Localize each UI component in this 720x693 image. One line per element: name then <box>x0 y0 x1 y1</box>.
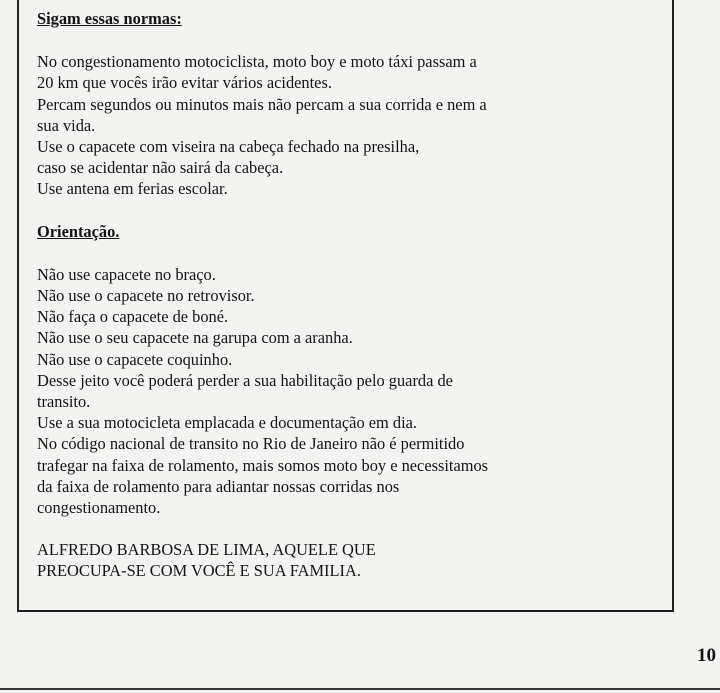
text-line: Não faça o capacete de boné. <box>37 307 229 327</box>
section-orientation <box>37 264 637 518</box>
signature-line: ALFREDO BARBOSA DE LIMA, AQUELE QUE <box>37 540 376 560</box>
signature-line: PREOCUPA-SE COM VOCÊ E SUA FAMILIA. <box>37 561 361 581</box>
text-line: Percam segundos ou minutos mais não percam a sua corrida e nem a <box>37 94 487 114</box>
text-line: Use antena em ferias escolar. <box>37 179 228 199</box>
paragraph-gap <box>37 518 637 539</box>
section-norms <box>37 51 637 199</box>
text-line: da faixa de rolamento para adiantar nossas corridas nos <box>37 476 400 496</box>
text-line: No congestionamento motociclista, moto boy e moto táxi passam a <box>37 52 477 72</box>
text-line: sua vida. <box>37 115 96 135</box>
text-line: Não use o seu capacete na garupa com a aranha. <box>37 328 353 348</box>
text-line: Não use o capacete coquinho. <box>37 349 233 369</box>
heading-norms: Sigam essas normas: <box>37 9 182 28</box>
text-line: Use o capacete com viseira na cabeça fechado na presilha, <box>37 137 420 157</box>
heading-orientation: Orientação. <box>37 221 120 241</box>
text-content <box>37 0 637 582</box>
text-line: No código nacional de transito no Rio de Janeiro não é permitido <box>37 434 465 454</box>
text-line: trafegar na faixa de rolamento, mais somos moto boy e necessitamos <box>37 455 489 475</box>
signature-block <box>37 539 637 581</box>
bottom-rule <box>0 688 720 690</box>
text-line: 20 km que vocês irão evitar vários acidentes. <box>37 73 332 93</box>
text-line: Use a sua motocicleta emplacada e documentação em dia. <box>37 413 417 433</box>
text-line: Não use o capacete no retrovisor. <box>37 286 255 306</box>
text-line: congestionamento. <box>37 498 161 518</box>
text-line: caso se acidentar não sairá da cabeça. <box>37 158 284 178</box>
page-number: 10 <box>697 645 716 666</box>
text-line: transito. <box>37 392 91 412</box>
text-box <box>17 0 674 612</box>
text-line: Desse jeito você poderá perder a sua habilitação pelo guarda de <box>37 370 453 390</box>
text-line: Não use capacete no braço. <box>37 264 216 284</box>
